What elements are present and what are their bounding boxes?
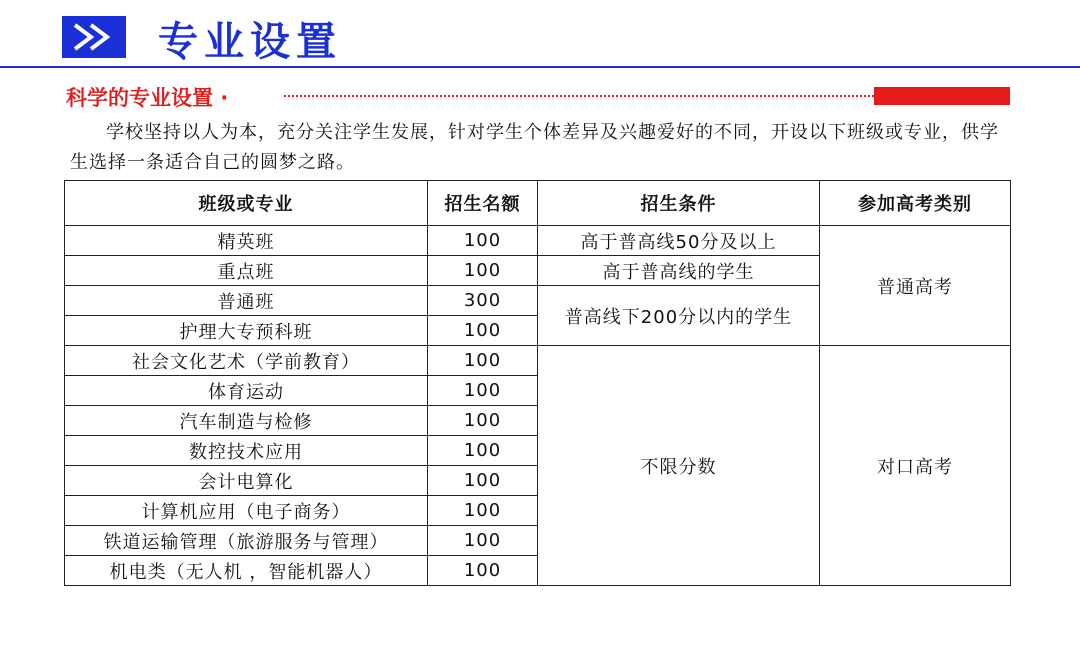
program-table <box>64 180 1011 586</box>
quota-cell: 100 <box>428 466 538 496</box>
double-chevron-right-icon <box>62 16 126 58</box>
header-divider <box>0 66 1080 68</box>
quota-cell: 100 <box>428 256 538 286</box>
header-quota: 招生名额 <box>428 181 538 226</box>
program-cell: 普通班 <box>65 286 428 316</box>
program-cell: 机电类（无人机 ，智能机器人） <box>65 556 428 586</box>
table-header-row <box>65 181 1011 226</box>
quota-cell: 100 <box>428 436 538 466</box>
subheading <box>66 82 1016 110</box>
quota-cell: 100 <box>428 376 538 406</box>
table-row <box>65 346 1011 376</box>
exam-type-cell: 普通高考 <box>820 226 1011 346</box>
quota-cell: 100 <box>428 556 538 586</box>
program-cell: 汽车制造与检修 <box>65 406 428 436</box>
program-cell: 重点班 <box>65 256 428 286</box>
quota-cell: 100 <box>428 226 538 256</box>
program-cell: 体育运动 <box>65 376 428 406</box>
header-exam-type: 参加高考类别 <box>820 181 1011 226</box>
subheading-text: 科学的专业设置 · <box>66 86 229 110</box>
quota-cell: 300 <box>428 286 538 316</box>
condition-cell: 高于普高线的学生 <box>538 256 820 286</box>
header-program: 班级或专业 <box>65 181 428 226</box>
program-cell: 会计电算化 <box>65 466 428 496</box>
program-cell: 计算机应用（电子商务） <box>65 496 428 526</box>
program-cell: 护理大专预科班 <box>65 316 428 346</box>
table-row <box>65 226 1011 256</box>
quota-cell: 100 <box>428 526 538 556</box>
quota-cell: 100 <box>428 406 538 436</box>
quota-cell: 100 <box>428 316 538 346</box>
intro-paragraph <box>70 118 1010 178</box>
program-cell: 铁道运输管理（旅游服务与管理） <box>65 526 428 556</box>
dotted-divider <box>284 95 934 97</box>
exam-type-cell: 对口高考 <box>820 346 1011 586</box>
quota-cell: 100 <box>428 346 538 376</box>
section-header <box>0 0 1080 70</box>
condition-cell: 高于普高线50分及以上 <box>538 226 820 256</box>
program-cell: 精英班 <box>65 226 428 256</box>
red-accent-bar <box>874 87 1010 105</box>
condition-cell: 不限分数 <box>538 346 820 586</box>
condition-cell: 普高线下200分以内的学生 <box>538 286 820 346</box>
header-condition: 招生条件 <box>538 181 820 226</box>
page-title: 专业设置 <box>158 18 342 65</box>
program-cell: 社会文化艺术（学前教育） <box>65 346 428 376</box>
quota-cell: 100 <box>428 496 538 526</box>
intro-text: 学校坚持以人为本，充分关注学生发展，针对学生个体差异及兴趣爱好的不同，开设以下班级或专业，供学生选择一条适合自己的圆梦之路。 <box>70 122 999 173</box>
program-cell: 数控技术应用 <box>65 436 428 466</box>
